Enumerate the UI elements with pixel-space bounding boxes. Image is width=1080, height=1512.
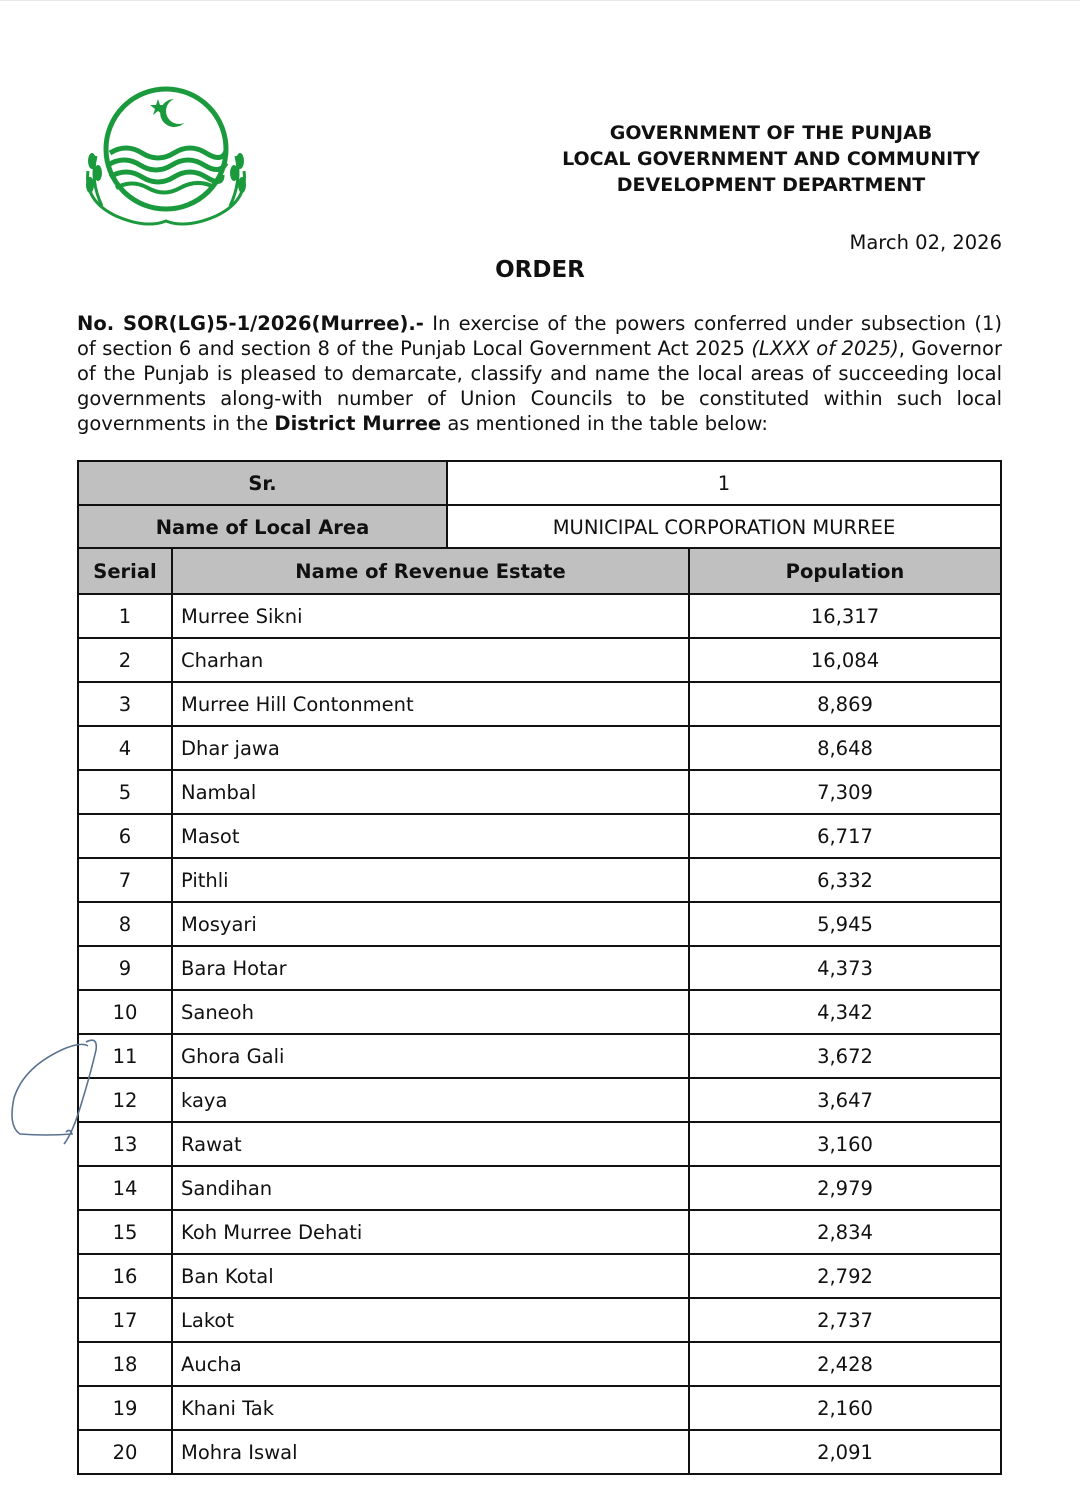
estate-name-cell: Koh Murree Dehati bbox=[172, 1210, 689, 1254]
local-area-table bbox=[77, 460, 1002, 550]
population-cell: 7,309 bbox=[689, 770, 1001, 814]
estate-name-cell: Mohra Iswal bbox=[172, 1430, 689, 1474]
header-population: Population bbox=[689, 548, 1001, 594]
estate-name-cell: Lakot bbox=[172, 1298, 689, 1342]
serial-cell: 18 bbox=[78, 1342, 172, 1386]
estate-name-cell: Khani Tak bbox=[172, 1386, 689, 1430]
table-row bbox=[78, 682, 1001, 726]
population-cell: 2,792 bbox=[689, 1254, 1001, 1298]
table-row bbox=[78, 1122, 1001, 1166]
table-row bbox=[78, 1342, 1001, 1386]
population-cell: 2,737 bbox=[689, 1298, 1001, 1342]
population-cell: 16,084 bbox=[689, 638, 1001, 682]
serial-cell: 3 bbox=[78, 682, 172, 726]
header-serial: Serial bbox=[78, 548, 172, 594]
population-cell: 3,672 bbox=[689, 1034, 1001, 1078]
header-line-1: GOVERNMENT OF THE PUNJAB bbox=[609, 122, 933, 144]
serial-cell: 11 bbox=[78, 1034, 172, 1078]
order-title: ORDER bbox=[495, 257, 585, 283]
estate-name-cell: Ghora Gali bbox=[172, 1034, 689, 1078]
table-row bbox=[78, 1430, 1001, 1474]
sr-value: 1 bbox=[447, 461, 1001, 505]
population-cell: 16,317 bbox=[689, 594, 1001, 638]
local-area-row bbox=[78, 505, 1001, 549]
serial-cell: 17 bbox=[78, 1298, 172, 1342]
sr-label: Sr. bbox=[78, 461, 447, 505]
table-row bbox=[78, 814, 1001, 858]
sr-row bbox=[78, 461, 1001, 505]
table-row bbox=[78, 1210, 1001, 1254]
serial-cell: 7 bbox=[78, 858, 172, 902]
estate-name-cell: Sandihan bbox=[172, 1166, 689, 1210]
body-text-3: as mentioned in the table below: bbox=[441, 412, 768, 435]
serial-cell: 15 bbox=[78, 1210, 172, 1254]
estate-name-cell: Murree Hill Contonment bbox=[172, 682, 689, 726]
table-row bbox=[78, 638, 1001, 682]
table-row bbox=[78, 770, 1001, 814]
estate-name-cell: Aucha bbox=[172, 1342, 689, 1386]
population-cell: 2,160 bbox=[689, 1386, 1001, 1430]
population-cell: 6,332 bbox=[689, 858, 1001, 902]
population-cell: 5,945 bbox=[689, 902, 1001, 946]
serial-cell: 6 bbox=[78, 814, 172, 858]
population-cell: 4,342 bbox=[689, 990, 1001, 1034]
estate-name-cell: Rawat bbox=[172, 1122, 689, 1166]
header-name: Name of Revenue Estate bbox=[172, 548, 689, 594]
population-cell: 3,647 bbox=[689, 1078, 1001, 1122]
order-date: March 02, 2026 bbox=[849, 231, 1002, 254]
serial-cell: 13 bbox=[78, 1122, 172, 1166]
table-row bbox=[78, 946, 1001, 990]
population-cell: 2,834 bbox=[689, 1210, 1001, 1254]
serial-cell: 12 bbox=[78, 1078, 172, 1122]
estate-name-cell: Charhan bbox=[172, 638, 689, 682]
serial-cell: 1 bbox=[78, 594, 172, 638]
estate-name-cell: Murree Sikni bbox=[172, 594, 689, 638]
revenue-estate-table bbox=[77, 547, 1002, 1475]
table-row bbox=[78, 902, 1001, 946]
population-cell: 2,428 bbox=[689, 1342, 1001, 1386]
estate-name-cell: Saneoh bbox=[172, 990, 689, 1034]
table-row bbox=[78, 1386, 1001, 1430]
estate-name-cell: Dhar jawa bbox=[172, 726, 689, 770]
serial-cell: 14 bbox=[78, 1166, 172, 1210]
table-row bbox=[78, 594, 1001, 638]
department-header bbox=[540, 120, 1002, 198]
table-row bbox=[78, 1254, 1001, 1298]
table-row bbox=[78, 1034, 1001, 1078]
local-area-label: Name of Local Area bbox=[78, 505, 447, 549]
order-body bbox=[77, 311, 1002, 436]
population-cell: 3,160 bbox=[689, 1122, 1001, 1166]
serial-cell: 20 bbox=[78, 1430, 172, 1474]
body-text-2: , Governor of the Punjab is pleased to demarcate, classify and name the local areas of succeeding local governments along-with number of Union Councils to be constituted within such local governments in the bbox=[77, 337, 1002, 435]
population-cell: 2,979 bbox=[689, 1166, 1001, 1210]
reference-number: No. SOR(LG)5-1/2026(Murree).- bbox=[77, 312, 424, 335]
estate-name-cell: Ban Kotal bbox=[172, 1254, 689, 1298]
table-row bbox=[78, 990, 1001, 1034]
header-line-3: DEVELOPMENT DEPARTMENT bbox=[616, 174, 926, 196]
table-row bbox=[78, 858, 1001, 902]
header-line-2: LOCAL GOVERNMENT AND COMMUNITY bbox=[562, 148, 980, 170]
estate-name-cell: Mosyari bbox=[172, 902, 689, 946]
table-header-row bbox=[78, 548, 1001, 594]
population-cell: 8,648 bbox=[689, 726, 1001, 770]
table-row bbox=[78, 1166, 1001, 1210]
table-row bbox=[78, 1078, 1001, 1122]
serial-cell: 4 bbox=[78, 726, 172, 770]
act-reference: (LXXX of 2025) bbox=[751, 337, 899, 360]
serial-cell: 19 bbox=[78, 1386, 172, 1430]
estate-name-cell: Pithli bbox=[172, 858, 689, 902]
district-name: District Murree bbox=[274, 412, 442, 435]
estate-name-cell: kaya bbox=[172, 1078, 689, 1122]
population-cell: 4,373 bbox=[689, 946, 1001, 990]
punjab-emblem-icon bbox=[76, 81, 256, 236]
serial-cell: 16 bbox=[78, 1254, 172, 1298]
local-area-value: MUNICIPAL CORPORATION MURREE bbox=[447, 505, 1001, 549]
table-row bbox=[78, 726, 1001, 770]
estate-name-cell: Bara Hotar bbox=[172, 946, 689, 990]
estate-name-cell: Masot bbox=[172, 814, 689, 858]
population-cell: 8,869 bbox=[689, 682, 1001, 726]
table-row bbox=[78, 1298, 1001, 1342]
population-cell: 6,717 bbox=[689, 814, 1001, 858]
population-cell: 2,091 bbox=[689, 1430, 1001, 1474]
serial-cell: 9 bbox=[78, 946, 172, 990]
body-text-1: In exercise of the powers conferred under subsection (1) of section 6 and section 8 of the Punjab Local Government Act 2025 bbox=[77, 312, 1002, 360]
estate-name-cell: Nambal bbox=[172, 770, 689, 814]
serial-cell: 10 bbox=[78, 990, 172, 1034]
serial-cell: 2 bbox=[78, 638, 172, 682]
serial-cell: 5 bbox=[78, 770, 172, 814]
serial-cell: 8 bbox=[78, 902, 172, 946]
